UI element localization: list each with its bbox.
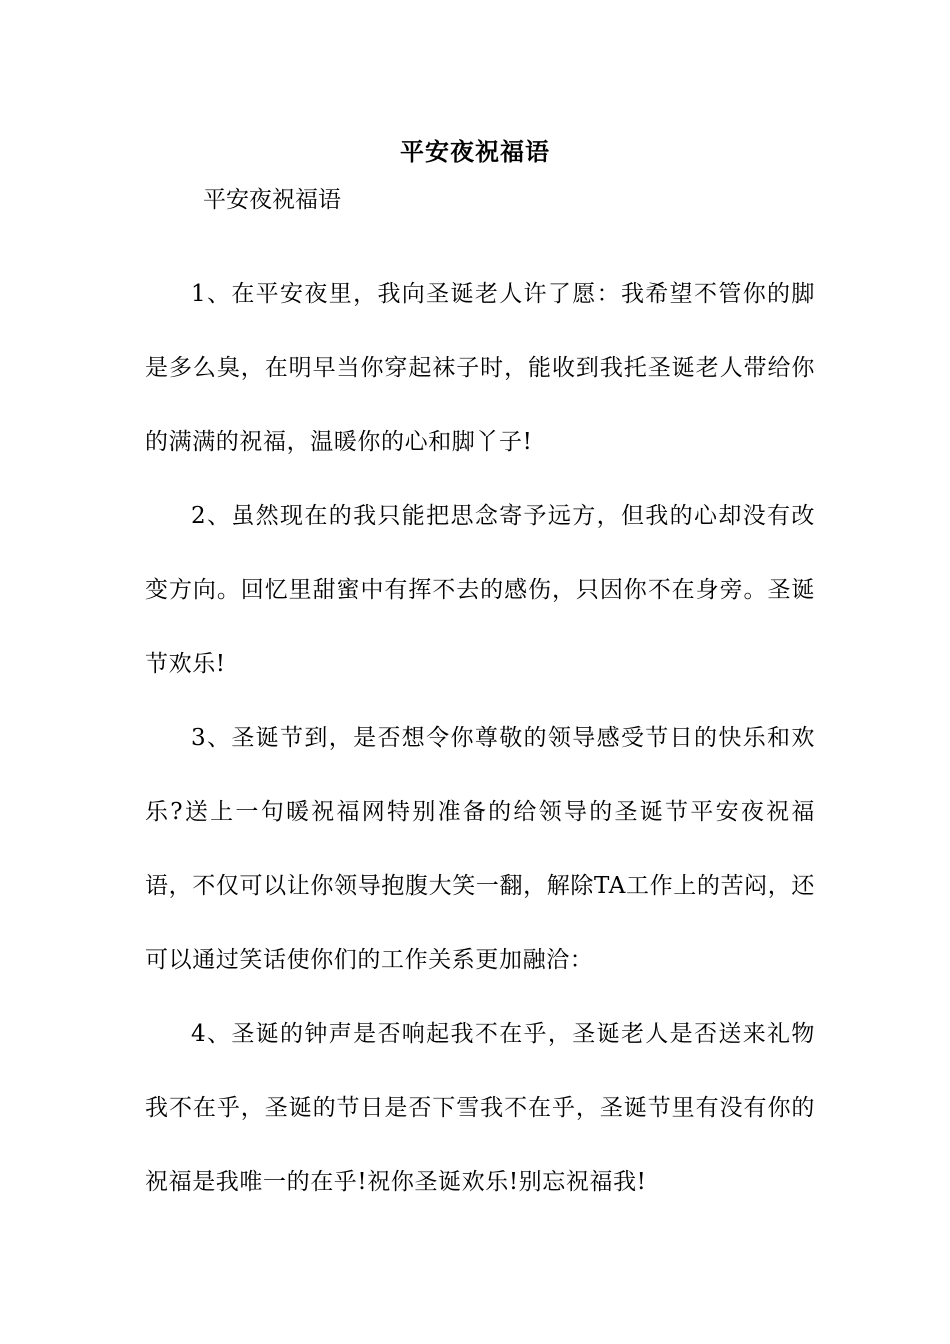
document-body — [145, 257, 815, 1219]
paragraph-2: 2、虽然现在的我只能把思念寄予远方，但我的心却没有改变方向。回忆里甜蜜中有挥不去的感伤，只因你不在身旁。圣诞节欢乐! — [145, 503, 815, 677]
document-subtitle: 平安夜祝福语 — [203, 187, 341, 213]
paragraph-3: 3、圣诞节到，是否想令你尊敬的领导感受节日的快乐和欢乐?送上一句暖祝福网特别准备的给领导的圣诞节平安夜祝福语，不仅可以让你领导抱腹大笑一翻，解除TA工作上的苦闷，还可以通过笑话使你们的工作关系更加融洽： — [145, 725, 815, 973]
paragraph-4: 4、圣诞的钟声是否响起我不在乎，圣诞老人是否送来礼物我不在乎，圣诞的节日是否下雪我不在乎，圣诞节里有没有你的祝福是我唯一的在乎!祝你圣诞欢乐!别忘祝福我! — [145, 1021, 815, 1195]
paragraph-1: 1、在平安夜里，我向圣诞老人许了愿：我希望不管你的脚是多么臭，在明早当你穿起袜子时，能收到我托圣诞老人带给你的满满的祝福，温暖你的心和脚丫子! — [145, 281, 815, 455]
document-title: 平安夜祝福语 — [400, 137, 550, 166]
